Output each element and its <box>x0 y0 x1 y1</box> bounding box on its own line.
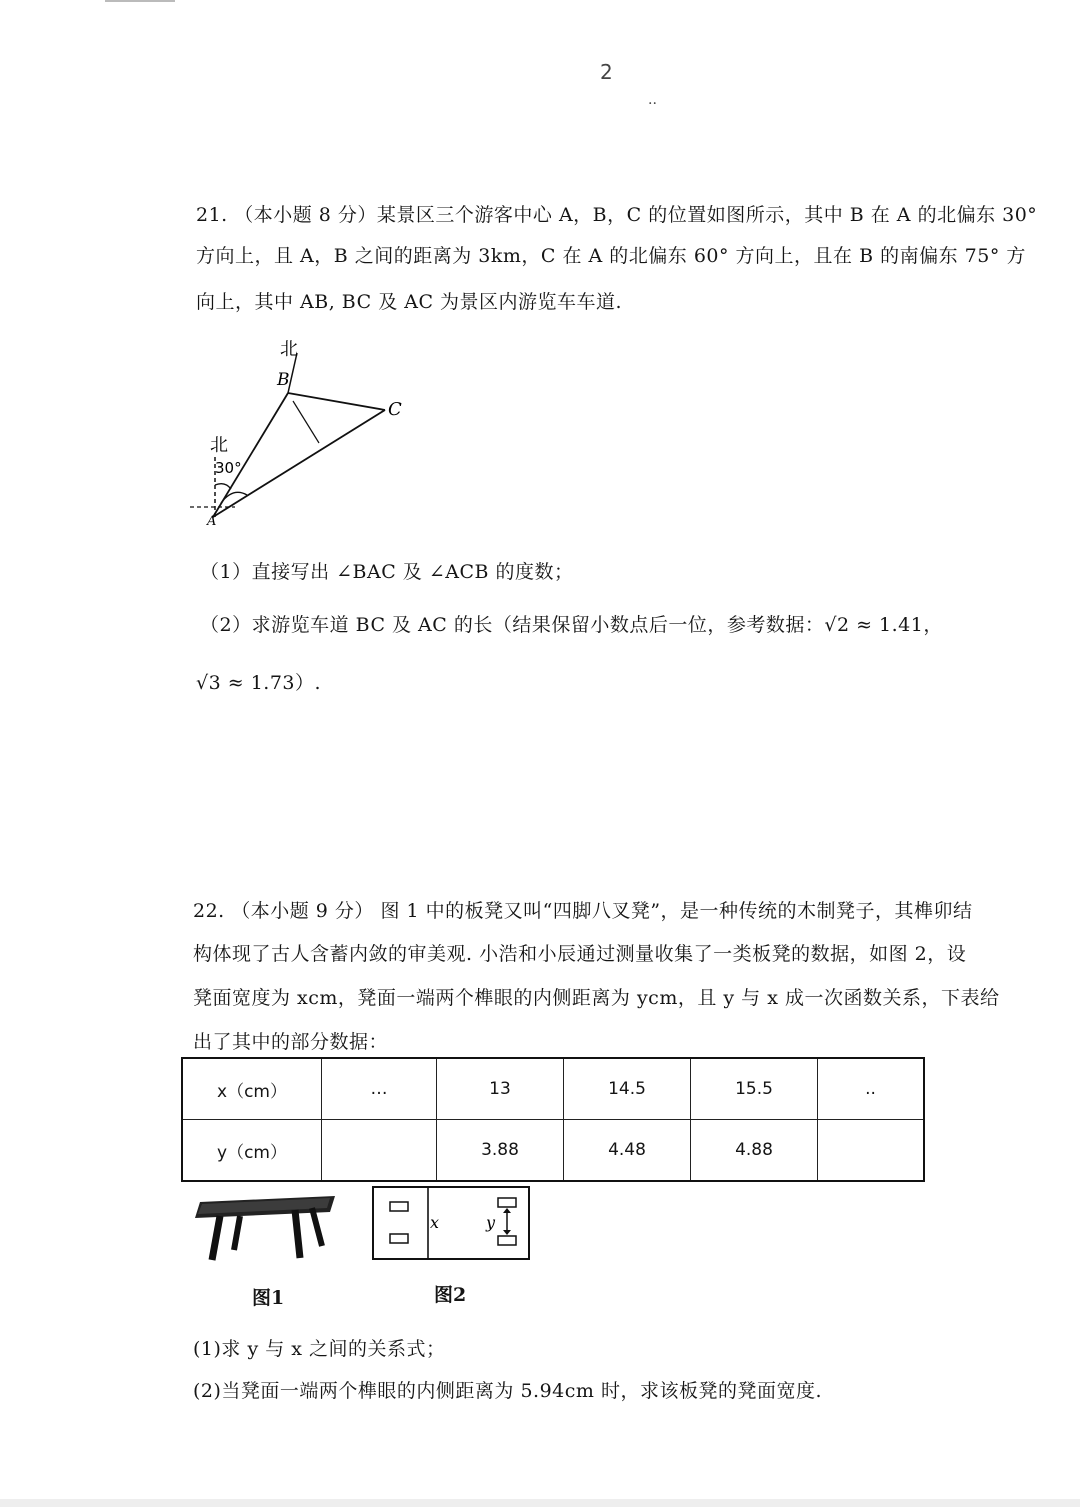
angle-arc-30 <box>215 484 231 489</box>
point-label-a: A <box>207 514 217 529</box>
north-label-b: 北 <box>280 339 298 360</box>
table-cell <box>322 1120 437 1182</box>
scan-bottom-edge <box>0 1499 1080 1507</box>
mortise-hole <box>390 1234 408 1243</box>
q22-stem-line-1: 22. （本小题 9 分） 图 1 中的板凳又叫“四脚八叉凳”，是一种传统的木制凳子，其榫卯结 <box>193 900 973 922</box>
q22-stem-line-3: 凳面宽度为 xcm，凳面一端两个榫眼的内侧距离为 ycm，且 y 与 x 成一次函数关系，下表给 <box>193 987 1000 1009</box>
stray-dots: .. <box>648 92 657 108</box>
bench-figure <box>190 1188 340 1268</box>
south-east-line-b <box>293 401 319 443</box>
table-cell <box>818 1120 925 1182</box>
table-cell: x（cm） <box>182 1058 322 1120</box>
page-number: 2 <box>600 60 613 84</box>
q21-sub1: （1）直接写出 ∠BAC 及 ∠ACB 的度数； <box>200 561 574 583</box>
q21-stem-line-3: 向上，其中 AB, BC 及 AC 为景区内游览车车道. <box>196 291 623 313</box>
q22-data-table <box>181 1057 925 1182</box>
table-cell: 4.88 <box>691 1120 818 1182</box>
north-label-a: 北 <box>210 435 228 456</box>
point-label-b: B <box>277 370 290 390</box>
mortise-hole <box>390 1202 408 1211</box>
table-cell: 13 <box>437 1058 564 1120</box>
table-cell: .. <box>818 1058 925 1120</box>
label-y: y <box>486 1213 496 1232</box>
table-cell: 14.5 <box>564 1058 691 1120</box>
bench-leg <box>312 1208 322 1246</box>
table-cell: 15.5 <box>691 1058 818 1120</box>
bench-leg <box>234 1216 240 1250</box>
figure2-caption: 图2 <box>434 1284 467 1306</box>
q21-sub2-cont: √3 ≈ 1.73）. <box>196 672 322 694</box>
label-x: x <box>430 1213 440 1232</box>
table-row-x <box>182 1058 924 1120</box>
point-label-c: C <box>388 399 402 420</box>
figure1-caption: 图1 <box>252 1287 285 1309</box>
table-row-y <box>182 1120 924 1182</box>
table-cell: 4.48 <box>564 1120 691 1182</box>
bench-top-view-figure <box>372 1186 532 1262</box>
q21-sub2: （2）求游览车道 BC 及 AC 的长（结果保留小数点后一位，参考数据：√2 ≈ 1.41， <box>200 614 943 636</box>
mortise-hole <box>498 1236 516 1245</box>
mortise-hole <box>498 1198 516 1207</box>
table-cell: … <box>322 1058 437 1120</box>
q22-sub2: (2)当凳面一端两个榫眼的内侧距离为 5.94cm 时，求该板凳的凳面宽度. <box>193 1380 822 1402</box>
q22-sub1: (1)求 y 与 x 之间的关系式； <box>193 1338 446 1360</box>
q21-direction-figure <box>185 335 420 535</box>
q22-stem-line-2: 构体现了古人含蓄内敛的审美观. 小浩和小辰通过测量收集了一类板凳的数据，如图 2，设 <box>193 943 967 965</box>
angle-label-30: 30° <box>215 459 242 477</box>
q21-stem-line-1: 21. （本小题 8 分）某景区三个游客中心 A，B，C 的位置如图所示，其中 B 在 A 的北偏东 30° <box>196 204 1038 226</box>
table-cell: 3.88 <box>437 1120 564 1182</box>
q22-stem-line-4: 出了其中的部分数据： <box>193 1031 389 1053</box>
table-cell: y（cm） <box>182 1120 322 1182</box>
bench-leg <box>212 1216 220 1260</box>
bench-leg <box>295 1210 300 1258</box>
q21-stem-line-2: 方向上，且 A，B 之间的距离为 3km，C 在 A 的北偏东 60° 方向上，且在 B 的南偏东 75° 方 <box>196 245 1026 267</box>
scan-edge-mark <box>105 0 175 2</box>
segment-bc <box>288 393 385 410</box>
